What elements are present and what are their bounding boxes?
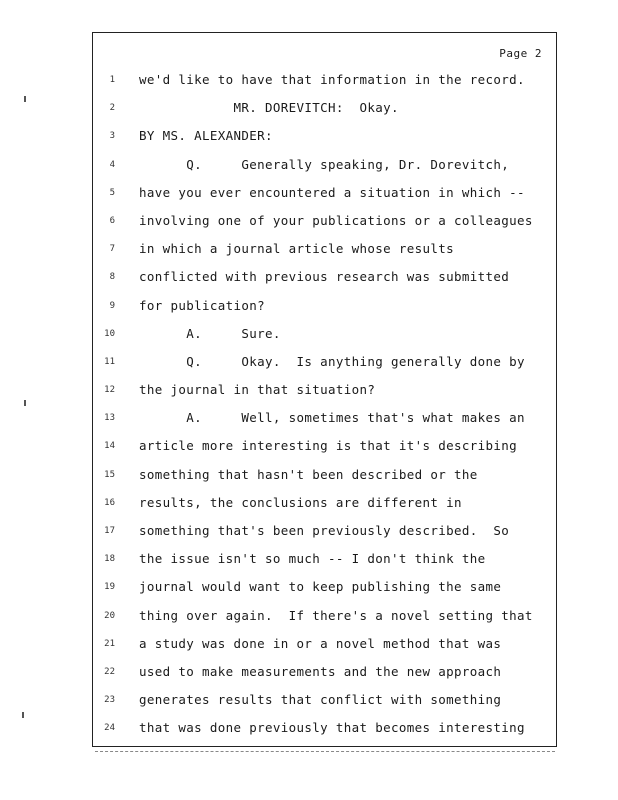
line-number: 17: [104, 526, 115, 536]
line-text: results, the conclusions are different in: [139, 494, 462, 510]
transcript-line: [93, 151, 556, 179]
line-number: 20: [104, 610, 115, 621]
line-text: have you ever encountered a situation in which --: [139, 184, 525, 200]
transcript-line: [93, 292, 556, 320]
transcript-line: [93, 714, 556, 742]
line-number: 11: [104, 356, 115, 367]
line-number: 24: [104, 723, 115, 734]
line-number: 23: [104, 695, 115, 706]
line-number: 12: [104, 385, 115, 396]
line-number: 5: [109, 187, 115, 198]
line-text: we'd like to have that information in the record.: [139, 72, 525, 87]
transcript-line: [93, 404, 556, 432]
line-text: the journal in that situation?: [139, 382, 376, 398]
transcript-line: [93, 573, 556, 601]
line-text: a study was done in or a novel method that was: [139, 635, 502, 651]
line-number: 4: [109, 159, 115, 170]
line-number: 1: [109, 75, 115, 85]
transcript-line: [93, 630, 556, 658]
line-number: 14: [104, 441, 115, 452]
transcript-line: [93, 348, 556, 376]
line-number: 7: [109, 244, 115, 255]
line-text: something that's been previously described. So: [139, 523, 510, 538]
line-text: the issue isn't so much -- I don't think the: [139, 551, 486, 567]
line-text: MR. DOREVITCH: Okay.: [139, 100, 399, 116]
line-text: involving one of your publications or a colleagues: [139, 212, 533, 228]
line-text: thing over again. If there's a novel setting that: [139, 607, 533, 623]
transcript-line: [93, 461, 556, 489]
line-number: 15: [104, 469, 115, 480]
line-number: 9: [109, 300, 115, 311]
line-number: 13: [104, 413, 115, 424]
page-number: Page 2: [499, 47, 542, 60]
line-text: BY MS. ALEXANDER:: [139, 128, 273, 144]
line-text: that was done previously that becomes interesting: [139, 720, 525, 736]
transcript-line: [93, 658, 556, 686]
line-text: in which a journal article whose results: [139, 241, 455, 257]
line-number: 8: [109, 272, 115, 283]
line-text: Q. Okay. Is anything generally done by: [139, 353, 525, 369]
transcript-line: [93, 686, 556, 714]
transcript-line: [93, 320, 556, 348]
transcript-line: [93, 602, 556, 630]
transcript-line: [93, 263, 556, 291]
line-number: 22: [104, 666, 115, 677]
transcript-page: [92, 32, 557, 747]
line-number: 21: [104, 638, 115, 649]
transcript-line: [93, 432, 556, 460]
binding-mark: [24, 400, 26, 406]
binding-mark: [24, 96, 26, 102]
line-number: 16: [104, 497, 115, 508]
line-text: conflicted with previous research was submitted: [139, 269, 510, 285]
line-number: 19: [104, 582, 115, 593]
line-text: journal would want to keep publishing the same: [139, 579, 502, 595]
transcript-line: [93, 94, 556, 122]
line-number: 10: [104, 328, 115, 339]
line-number: 2: [109, 103, 115, 114]
transcript-line: [93, 376, 556, 404]
transcript-line: [93, 207, 556, 235]
transcript-body: [93, 66, 556, 743]
transcript-line: [93, 235, 556, 263]
line-text: article more interesting is that it's describing: [139, 438, 518, 454]
line-text: used to make measurements and the new approach: [139, 663, 502, 679]
line-text: A. Sure.: [139, 325, 281, 341]
line-number: 18: [104, 554, 115, 565]
line-number: 6: [109, 215, 115, 226]
transcript-line: [93, 517, 556, 545]
line-number: 3: [109, 131, 115, 142]
transcript-line: [93, 489, 556, 517]
line-text: generates results that conflict with something: [139, 692, 502, 708]
footer-rule: [95, 751, 555, 752]
line-text: Q. Generally speaking, Dr. Dorevitch,: [139, 156, 510, 172]
transcript-line: [93, 122, 556, 150]
binding-mark: [22, 712, 24, 718]
line-text: something that hasn't been described or the: [139, 466, 478, 482]
transcript-line: [93, 66, 556, 94]
line-text: A. Well, sometimes that's what makes an: [139, 410, 525, 426]
transcript-line: [93, 545, 556, 573]
line-text: for publication?: [139, 297, 266, 313]
transcript-line: [93, 179, 556, 207]
